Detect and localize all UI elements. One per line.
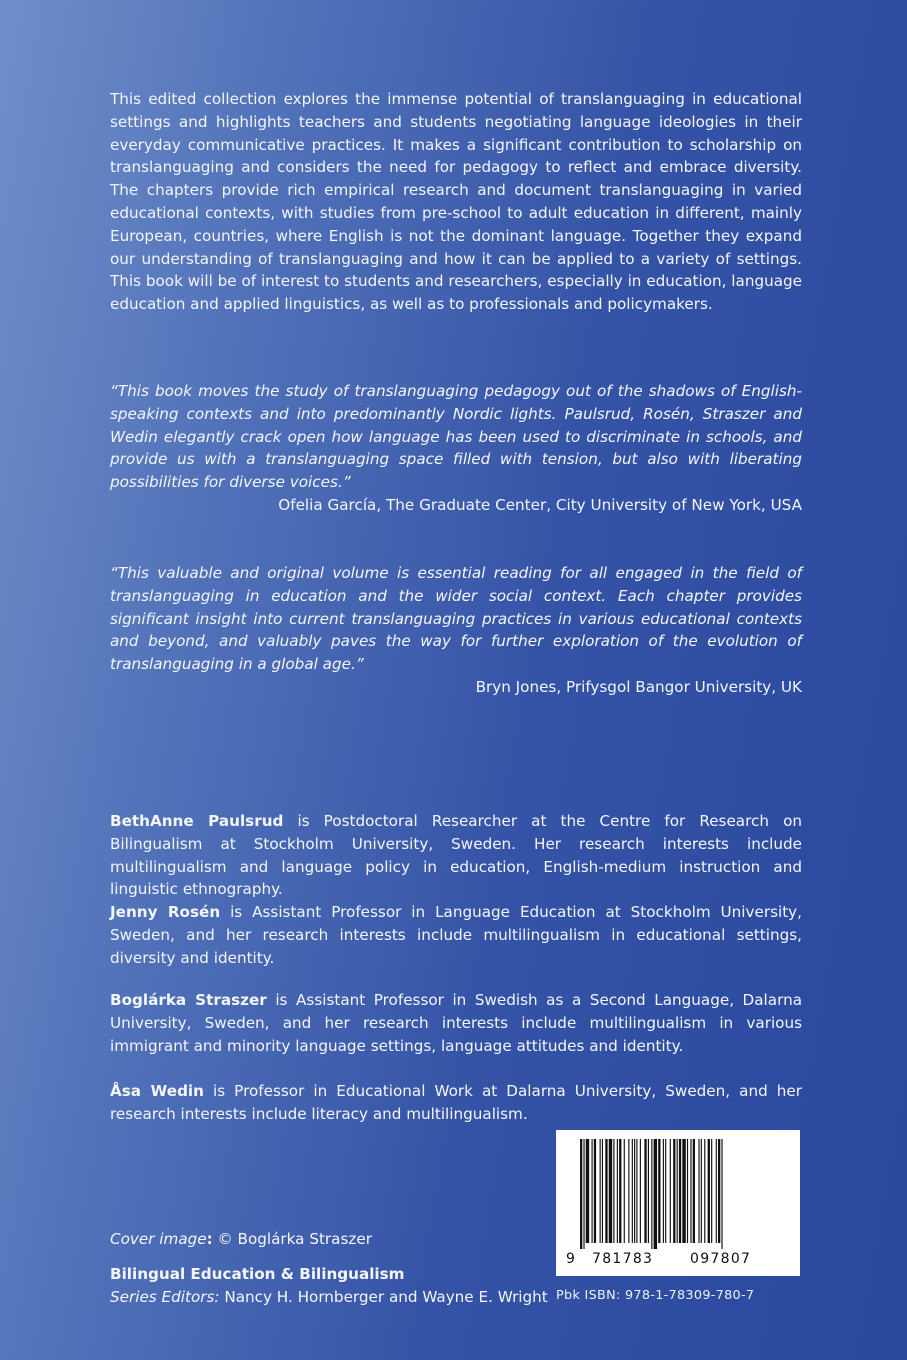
cover-image-credit [110,1228,372,1250]
barcode-bar [665,1139,666,1243]
barcode-bar [605,1139,607,1243]
barcode-bar [663,1139,664,1243]
barcode-bar [580,1139,582,1249]
barcode-bar [708,1139,710,1243]
barcode-bar [636,1139,637,1243]
barcode-bar [711,1139,712,1243]
barcode-bar [701,1139,702,1243]
barcode-bar [619,1139,621,1243]
barcode-bar [628,1139,629,1243]
cover-image-credit-text: © Boglárka Straszer [212,1230,372,1248]
series-editors [110,1286,548,1308]
author-bio-wedin [110,1080,802,1126]
barcode-bar [679,1139,681,1243]
series-editors-label: Series Editors: [110,1288,220,1306]
barcode-bar [632,1139,633,1243]
series-title: Bilingual Education & Bilingualism [110,1265,405,1283]
barcode-bar [682,1139,685,1243]
author-bio-text: is Postdoctoral Researcher at the Centre for Research on Bilingualism at Stockholm University, Sweden. Her research interests include multilingualism and language policy in education, English-medium instruction and linguistic ethnography. [110,812,802,899]
barcode-bar [698,1139,699,1243]
barcode-bar [583,1139,584,1249]
endorsement-attribution-2: Bryn Jones, Prifysgol Bangor University, UK [475,678,802,696]
barcode-bar [670,1139,671,1243]
author-bio-text: is Assistant Professor in Swedish as a Second Language, Dalarna University, Sweden, and her research interests include multilingualism in various immigrant and minority language settings, language attitudes and identity. [110,991,802,1055]
barcode-bar [721,1139,722,1249]
barcode-bar [617,1139,618,1243]
barcode-bar [634,1139,635,1243]
cover-image-label: Cover image [110,1230,207,1248]
barcode-bar [687,1139,688,1243]
barcode-bar [602,1139,603,1243]
author-bio-straszer [110,989,802,1057]
barcode-bar [654,1139,657,1249]
endorsement-attribution-1: Ofelia García, The Graduate Center, City University of New York, USA [278,496,802,514]
author-bio-text: is Professor in Educational Work at Dalarna University, Sweden, and her research interests include literacy and multilingualism. [110,1082,802,1123]
barcode-bar [718,1139,720,1243]
barcode-bar [624,1139,625,1243]
isbn-label: Pbk ISBN: 978-1-78309-780-7 [556,1288,755,1303]
author-name: BethAnne Paulsrud [110,812,284,830]
barcode-bar [677,1139,678,1243]
barcode-bar [651,1139,652,1249]
barcode-bar [690,1139,691,1243]
barcode-bar [600,1139,601,1243]
barcode-bar [673,1139,675,1243]
author-name: Boglárka Straszer [110,991,267,1009]
barcode-bar [693,1139,695,1243]
author-bio-rosen [110,901,802,969]
barcode-bar [704,1139,705,1243]
barcode-bar [613,1139,614,1243]
barcode-bar [586,1139,589,1243]
barcode-bar [640,1139,641,1243]
series-editors-names: Nancy H. Hornberger and Wayne E. Wright [219,1288,548,1306]
barcode-bar [648,1139,649,1243]
barcode-digits-left: 781783 [592,1251,654,1267]
barcode-bar [644,1139,646,1243]
barcode-bar [658,1139,660,1243]
barcode-digits-right: 097807 [690,1251,752,1267]
author-name: Åsa Wedin [110,1082,204,1100]
barcode-bar [592,1139,593,1243]
author-bio-paulsrud [110,810,802,901]
endorsement-quote-1: “This book moves the study of translanguaging pedagogy out of the shadows of English-speaking contexts and into predominantly Nordic lights. Paulsrud, Rosén, Straszer and Wedin elegantly crack open how language has been used to discriminate in schools, and provide us with a translanguaging space filled with tension, but also with liberating possibilities for diverse voices.” [110,382,802,492]
barcode [556,1130,800,1276]
barcode-bar [594,1139,596,1243]
book-description: This edited collection explores the immense potential of translanguaging in educational settings and highlights teachers and students negotiating language ideologies in their everyday communicative practices. It makes a significant contribution to scholarship on translanguaging and considers the need for pedagogy to reflect and embrace diversity. The chapters provide rich empirical research and document translanguaging in varied educational contexts, with studies from pre-school to adult education in different, mainly European, countries, where English is not the dominant language. Together they expand our understanding of translanguaging and how it can be applied to a variety of settings. This book will be of interest to students and researchers, especially in education, language education and applied linguistics, as well as to professionals and policymakers. [110,90,802,314]
barcode-bars [580,1139,780,1249]
cover-image-colon: : [206,1230,213,1248]
author-bio-text: is Assistant Professor in Language Education at Stockholm University, Sweden, and her research interests include multilingualism in educational settings, diversity and identity. [110,903,802,967]
barcode-bar [609,1139,612,1243]
barcode-digit-first: 9 [566,1251,577,1267]
author-name: Jenny Rosén [110,903,221,921]
endorsement-quote-2: “This valuable and original volume is essential reading for all engaged in the field of translanguaging in education and the wider social context. Each chapter provides significant insight into current translanguaging practices in various educational contexts and beyond, and valuably paves the way for further exploration of the evolution of translanguaging in a global age.” [110,564,802,674]
barcode-bar [716,1139,717,1243]
